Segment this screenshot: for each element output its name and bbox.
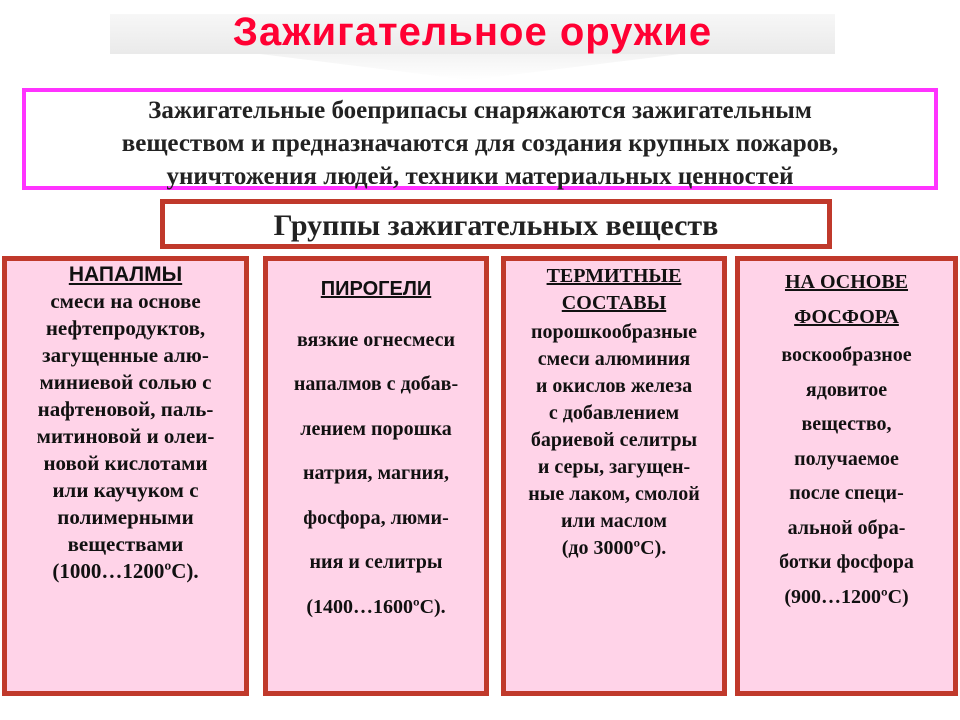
group-heading: ТЕРМИТНЫЕ СОСТАВЫ [546,265,682,314]
definition-text: Зажигательные боеприпасы снаряжаются зажигательным веществом и предназначаются для создания крупных пожаров, уничтожения людей, техники материальных ценностей [121,97,839,190]
title-arrow-decoration [260,54,680,80]
group-heading: НАПАЛМЫ [68,263,183,286]
definition-box [22,88,938,190]
group-card-thermite [501,256,727,696]
group-heading: НА ОСНОВЕ ФОСФОРА [784,271,909,328]
group-description: вязкие огнесмеси напалмов с добав- лением порошка натрия, магния, фосфора, люми- ния и селитры (1400…1600ºС). [293,328,459,618]
group-heading: ПИРОГЕЛИ [320,278,432,300]
groups-header: Группы зажигательных веществ [160,199,832,249]
group-description: воскообразное ядовитое вещество, получаемое после специ- альной обра- ботки фосфора (900…1200ºС) [779,344,914,608]
group-description: порошкообразные смеси алюминия и окислов железа с добавлением бариевой селитры и серы, загущен- ные лаком, смолой или маслом (до 3000ºС). [528,321,700,559]
slide-title: Зажигательное оружие [232,10,713,54]
group-card-napalm [2,256,249,696]
group-card-pyrogel [263,256,489,696]
group-card-phosphorus [735,256,958,696]
group-description: смеси на основе нефтепродуктов, загущенные алю- миниевой солью с нафтеновой, паль- митиновой и олеи- новой кислотами или каучуком с полимерными веществами (1000…1200ºС). [36,289,215,583]
